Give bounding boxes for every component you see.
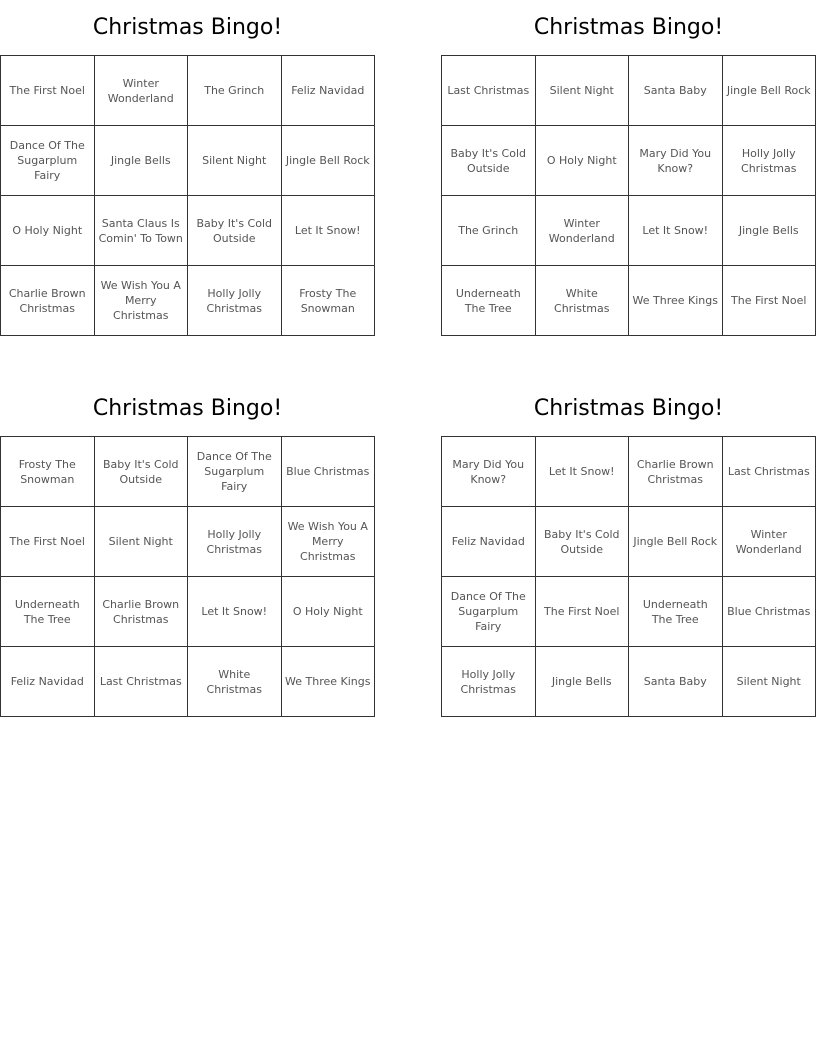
- bingo-cell: Jingle Bell Rock: [629, 507, 723, 577]
- bingo-cell: Silent Night: [536, 56, 630, 126]
- bingo-cell: Let It Snow!: [536, 437, 630, 507]
- bingo-cell: Jingle Bells: [536, 647, 630, 717]
- bingo-cell: Dance Of The Sugarplum Fairy: [442, 577, 536, 647]
- bingo-card-4: [441, 381, 816, 717]
- bingo-cell: Blue Christmas: [723, 577, 816, 647]
- bingo-cell: Dance Of The Sugarplum Fairy: [1, 126, 95, 196]
- bingo-cell: Mary Did You Know?: [442, 437, 536, 507]
- bingo-cell: Feliz Navidad: [1, 647, 95, 717]
- bingo-cell: Underneath The Tree: [1, 577, 95, 647]
- card-title: Christmas Bingo!: [533, 396, 724, 421]
- bingo-cell: Silent Night: [188, 126, 282, 196]
- bingo-cell: Baby It's Cold Outside: [188, 196, 282, 266]
- bingo-grid: [0, 436, 375, 717]
- bingo-cell: Mary Did You Know?: [629, 126, 723, 196]
- bingo-cell: Baby It's Cold Outside: [536, 507, 630, 577]
- bingo-card-2: [441, 0, 816, 336]
- bingo-cell: Last Christmas: [442, 56, 536, 126]
- bingo-cell: O Holy Night: [536, 126, 630, 196]
- card-title: Christmas Bingo!: [92, 15, 283, 40]
- bingo-cell: Santa Baby: [629, 56, 723, 126]
- bingo-cell: Winter Wonderland: [723, 507, 816, 577]
- bingo-cell: Underneath The Tree: [629, 577, 723, 647]
- bingo-cell: Charlie Brown Christmas: [95, 577, 189, 647]
- bingo-cell: Charlie Brown Christmas: [1, 266, 95, 336]
- card-title: Christmas Bingo!: [533, 15, 724, 40]
- bingo-cell: Jingle Bells: [723, 196, 816, 266]
- bingo-cell: Santa Baby: [629, 647, 723, 717]
- bingo-cell: The First Noel: [536, 577, 630, 647]
- bingo-cell: Blue Christmas: [282, 437, 376, 507]
- bingo-cell: The First Noel: [1, 56, 95, 126]
- bingo-cell: O Holy Night: [1, 196, 95, 266]
- bingo-grid: [441, 55, 816, 336]
- bingo-card-3: [0, 381, 375, 717]
- bingo-cell: Holly Jolly Christmas: [188, 507, 282, 577]
- bingo-cell: Silent Night: [95, 507, 189, 577]
- bingo-cell: Santa Claus Is Comin' To Town: [95, 196, 189, 266]
- bingo-cell: Last Christmas: [95, 647, 189, 717]
- bingo-cell: Feliz Navidad: [442, 507, 536, 577]
- bingo-cell: Holly Jolly Christmas: [442, 647, 536, 717]
- bingo-cell: O Holy Night: [282, 577, 376, 647]
- bingo-cell: The Grinch: [188, 56, 282, 126]
- bingo-cell: Let It Snow!: [629, 196, 723, 266]
- bingo-cell: Charlie Brown Christmas: [629, 437, 723, 507]
- bingo-cell: Frosty The Snowman: [282, 266, 376, 336]
- bingo-cell: Frosty The Snowman: [1, 437, 95, 507]
- bingo-cell: Let It Snow!: [188, 577, 282, 647]
- bingo-cell: The First Noel: [723, 266, 816, 336]
- bingo-cell: Holly Jolly Christmas: [188, 266, 282, 336]
- bingo-cell: Feliz Navidad: [282, 56, 376, 126]
- bingo-grid: [441, 436, 816, 717]
- bingo-cell: We Wish You A Merry Christmas: [282, 507, 376, 577]
- bingo-cell: Last Christmas: [723, 437, 816, 507]
- bingo-cell: Baby It's Cold Outside: [95, 437, 189, 507]
- bingo-cell: White Christmas: [536, 266, 630, 336]
- bingo-cell: Jingle Bell Rock: [723, 56, 816, 126]
- bingo-cell: Holly Jolly Christmas: [723, 126, 816, 196]
- bingo-cell: Winter Wonderland: [95, 56, 189, 126]
- card-title: Christmas Bingo!: [92, 396, 283, 421]
- bingo-cell: Let It Snow!: [282, 196, 376, 266]
- bingo-card-1: [0, 0, 375, 336]
- bingo-grid: [0, 55, 375, 336]
- bingo-cell: The First Noel: [1, 507, 95, 577]
- bingo-cell: The Grinch: [442, 196, 536, 266]
- bingo-cell: Jingle Bells: [95, 126, 189, 196]
- bingo-cell: We Three Kings: [629, 266, 723, 336]
- bingo-cell: We Wish You A Merry Christmas: [95, 266, 189, 336]
- bingo-cell: Dance Of The Sugarplum Fairy: [188, 437, 282, 507]
- bingo-cell: Jingle Bell Rock: [282, 126, 376, 196]
- bingo-cell: Underneath The Tree: [442, 266, 536, 336]
- bingo-cell: Baby It's Cold Outside: [442, 126, 536, 196]
- bingo-cell: We Three Kings: [282, 647, 376, 717]
- bingo-cell: Silent Night: [723, 647, 816, 717]
- bingo-cell: White Christmas: [188, 647, 282, 717]
- bingo-cell: Winter Wonderland: [536, 196, 630, 266]
